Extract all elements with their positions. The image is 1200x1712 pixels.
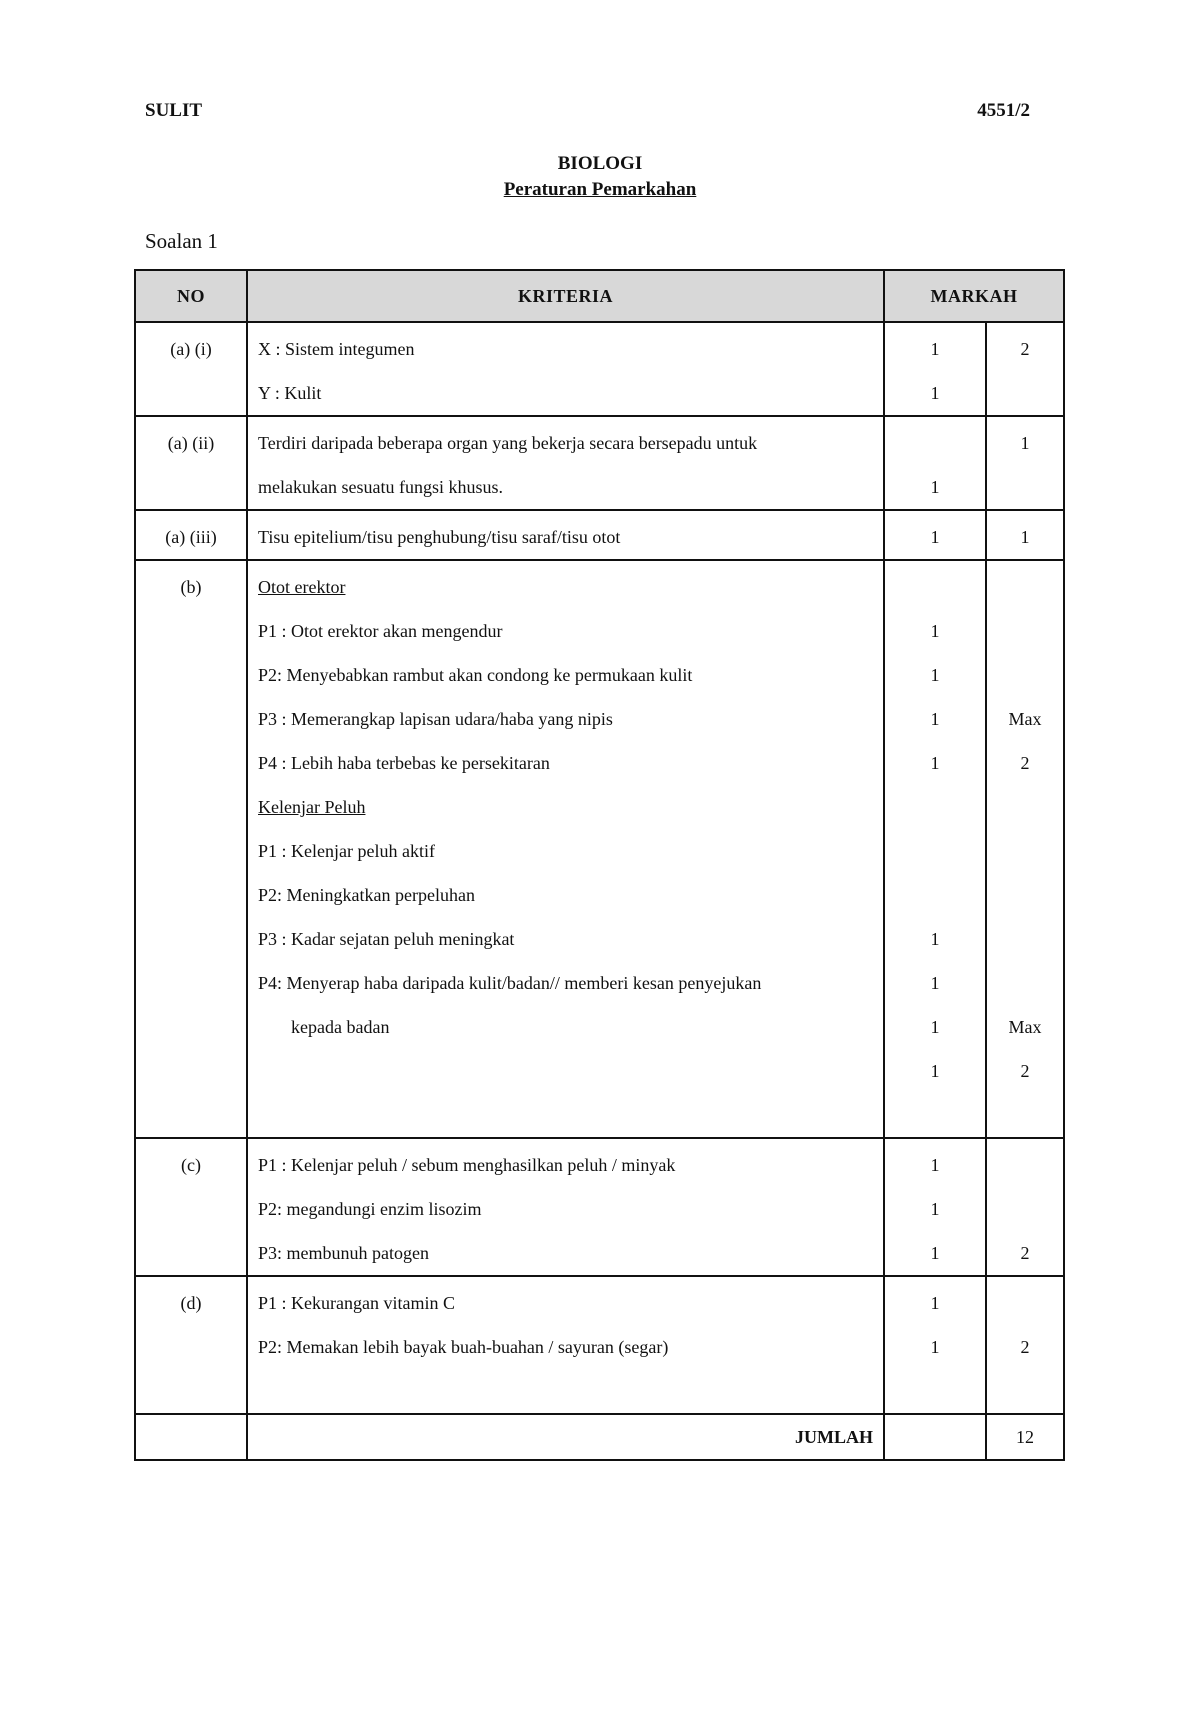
table-row: [135, 416, 1064, 510]
mark-value: 1: [930, 665, 940, 685]
mark-value: 1: [930, 929, 940, 949]
criteria-line: P4: Menyerap haba daripada kulit/badan// memberi kesan penyejukan: [258, 973, 762, 993]
table-row: [135, 1276, 1064, 1414]
criteria-cell: [247, 416, 884, 510]
total-row: [135, 1414, 1064, 1460]
criteria-line: Y : Kulit: [258, 383, 322, 403]
criteria-line: P2: megandungi enzim lisozim: [258, 1199, 482, 1219]
total-value: 2: [1020, 339, 1030, 359]
marking-scheme-table: [134, 269, 1065, 1461]
criteria-line: P1 : Kelenjar peluh aktif: [258, 841, 435, 861]
header-marks: MARKAH: [884, 270, 1064, 322]
criteria-line: P2: Memakan lebih bayak buah-buahan / sayuran (segar): [258, 1337, 669, 1357]
table-row: [135, 1138, 1064, 1276]
criteria-line: Tisu epitelium/tisu penghubung/tisu saraf/tisu otot: [258, 527, 621, 547]
mark-cell: [884, 1276, 986, 1414]
mark-cell: [884, 560, 986, 1138]
mark-value: 1: [930, 1337, 940, 1357]
mark-value: 1: [930, 621, 940, 641]
criteria-cell: [247, 560, 884, 1138]
criteria-line: P4 : Lebih haba terbebas ke persekitaran: [258, 753, 550, 773]
mark-value: 1: [930, 1155, 940, 1175]
jumlah-label: JUMLAH: [247, 1414, 884, 1460]
criteria-line: P1 : Kekurangan vitamin C: [258, 1293, 455, 1313]
table-header-row: [135, 270, 1064, 322]
header-paper-code: 4551/2: [977, 100, 1030, 121]
total-cell: [986, 510, 1064, 560]
criteria-line: P1 : Otot erektor akan mengendur: [258, 621, 503, 641]
total-value: 1: [1020, 433, 1030, 453]
criteria-line: P3 : Memerangkap lapisan udara/haba yang nipis: [258, 709, 613, 729]
mark-value: 1: [930, 753, 940, 773]
mark-value: 1: [930, 1061, 940, 1081]
total-value: 2: [1020, 1337, 1030, 1357]
mark-value: 1: [930, 1243, 940, 1263]
max-value: 2: [1020, 1061, 1030, 1081]
row-number: (a) (i): [135, 322, 247, 416]
criteria-cell: [247, 510, 884, 560]
table-row: [135, 322, 1064, 416]
total-value: 2: [1020, 1243, 1030, 1263]
mark-value: 1: [930, 1293, 940, 1313]
criteria-line: P2: Meningkatkan perpeluhan: [258, 885, 475, 905]
row-number: (c): [135, 1138, 247, 1276]
mark-value: 1: [930, 527, 940, 547]
criteria-cell: [247, 1276, 884, 1414]
criteria-line: melakukan sesuatu fungsi khusus.: [258, 477, 503, 497]
header-no: NO: [135, 270, 247, 322]
mark-value: 1: [930, 339, 940, 359]
header-criteria: KRITERIA: [247, 270, 884, 322]
criteria-line: P2: Menyebabkan rambut akan condong ke permukaan kulit: [258, 665, 693, 685]
total-cell: [986, 322, 1064, 416]
total-cell: [986, 560, 1064, 1138]
criteria-line: kepada badan: [291, 1017, 390, 1037]
row-number: (d): [135, 1276, 247, 1414]
row-number: (a) (ii): [135, 416, 247, 510]
max-value: 2: [1020, 753, 1030, 773]
question-label: Soalan 1: [145, 229, 218, 253]
criteria-cell: [247, 322, 884, 416]
total-cell: [986, 1138, 1064, 1276]
max-label: Max: [1008, 709, 1042, 729]
scheme-title: Peraturan Pemarkahan: [503, 179, 697, 200]
criteria-line: P3 : Kadar sejatan peluh meningkat: [258, 929, 515, 949]
mark-cell: [884, 510, 986, 560]
table-row: [135, 510, 1064, 560]
subject-title: BIOLOGI: [557, 153, 643, 174]
mark-cell: [884, 322, 986, 416]
jumlah-value: 12: [986, 1414, 1064, 1460]
mark-value: 1: [930, 477, 940, 497]
criteria-line: X : Sistem integumen: [258, 339, 415, 359]
mark-value: 1: [930, 383, 940, 403]
header-sulit: SULIT: [145, 100, 203, 121]
total-cell: [986, 416, 1064, 510]
mark-cell: [884, 1138, 986, 1276]
row-number: (a) (iii): [135, 510, 247, 560]
total-value: 1: [1020, 527, 1030, 547]
criteria-heading: Otot erektor: [258, 577, 346, 597]
mark-value: 1: [930, 1199, 940, 1219]
criteria-heading: Kelenjar Peluh: [258, 797, 366, 817]
mark-cell: [884, 416, 986, 510]
row-number: (b): [135, 560, 247, 1138]
criteria-line: P3: membunuh patogen: [258, 1243, 429, 1263]
max-label: Max: [1008, 1017, 1042, 1037]
criteria-line: P1 : Kelenjar peluh / sebum menghasilkan peluh / minyak: [258, 1155, 676, 1175]
criteria-cell: [247, 1138, 884, 1276]
mark-value: 1: [930, 973, 940, 993]
mark-value: 1: [930, 709, 940, 729]
total-cell: [986, 1276, 1064, 1414]
criteria-line: Terdiri daripada beberapa organ yang bekerja secara bersepadu untuk: [258, 433, 758, 453]
table-row: [135, 560, 1064, 1138]
mark-value: 1: [930, 1017, 940, 1037]
